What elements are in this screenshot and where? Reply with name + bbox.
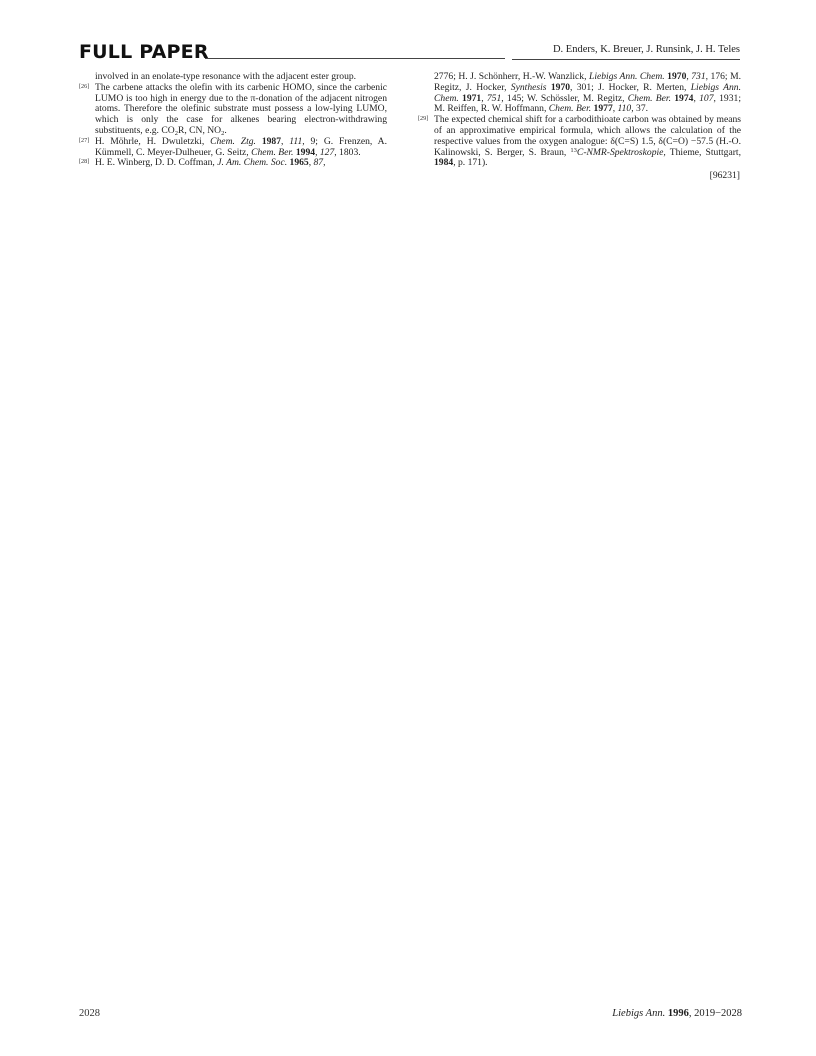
- reference-28: [28] H. E. Winberg, D. D. Coffman, J. Am. Chem. Soc. 1965, 87,: [79, 157, 326, 169]
- authors-underline: [512, 59, 740, 60]
- reference-continuation: 2776; H. J. Schönherr, H.-W. Wanzlick, Liebigs Ann. Chem. 1970, 731, 176; M. Regitz, J. Hocker, Synthesis 1970, 301; J. Hocker, R. Merten, Liebigs Ann. Chem. 1971, 751, 145; W. Schössler, M. Regitz, Chem. Ber. 1974, 107, 1931; M. Reiffen, R. W. Hoffmann, Chem. Ber. 1977, 110, 37.: [434, 71, 741, 115]
- journal-name: Chem. Ber.: [627, 92, 671, 104]
- subscript: 2: [174, 129, 178, 137]
- page-number: 2028: [79, 1008, 100, 1019]
- page-range: , 2019−2028: [688, 1008, 742, 1019]
- header-rule: [205, 58, 505, 59]
- left-column: [79, 72, 387, 169]
- journal-name: Liebigs Ann. Chem.: [588, 71, 665, 82]
- journal-year: 1977: [593, 103, 613, 115]
- reference-text: 2776; H. J. Schönherr, H.-W. Wanzlick,: [434, 71, 589, 82]
- reference-text: The expected chemical shift for a carbodithioate carbon was obtained by means of an approximative empirical formula, which allows the calculation of the respective values from the oxygen analogue: δ(C=S) 1.5, δ(C=O) −57.5 (H.-O. Kalinowski, S. Berger, S. Braun,: [434, 114, 741, 158]
- journal-volume: 731: [691, 71, 706, 82]
- journal-year: 1970: [550, 81, 571, 93]
- journal-year: 1996: [667, 1008, 689, 1019]
- journal-name: Synthesis: [510, 81, 547, 93]
- manuscript-code: [96231]: [709, 170, 740, 182]
- reference-text: , Thieme, Stuttgart,: [663, 146, 741, 158]
- journal-name: Chem. Ztg.: [210, 135, 256, 147]
- reference-text: , 176; M. Regitz, J. Hocker,: [434, 71, 741, 93]
- journal-name: J. Am. Chem. Soc.: [217, 157, 288, 169]
- journal-volume: 111: [289, 135, 303, 147]
- reference-text: , 301; J. Hocker, R. Merten,: [570, 81, 691, 93]
- section-label: FULL PAPER: [79, 41, 209, 63]
- reference-text: ,: [323, 157, 326, 169]
- superscript: 13: [570, 146, 577, 154]
- reference-text: R, CN, NO: [177, 124, 222, 136]
- journal-volume: 107: [699, 92, 714, 104]
- journal-name: Liebigs Ann.: [612, 1008, 666, 1019]
- reference-text: , 1803.: [334, 146, 361, 158]
- journal-volume: 87: [313, 157, 324, 169]
- reference-text: , 1931; M. Reiffen, R. W. Hoffmann,: [434, 92, 741, 115]
- reference-authors: H. Möhrle, H. Dwuletzki,: [95, 135, 211, 147]
- reference-continuation: involved in an enolate-type resonance with the adjacent ester group.: [95, 71, 357, 82]
- journal-year: 1970: [667, 71, 687, 82]
- journal-citation: [612, 1008, 742, 1019]
- reference-number: [26]: [79, 82, 90, 90]
- subscript: 2: [221, 129, 225, 137]
- journal-year: 1965: [289, 157, 309, 169]
- reference-text: .: [224, 124, 227, 136]
- running-head-authors: D. Enders, K. Breuer, J. Runsink, J. H. Teles: [552, 44, 740, 55]
- journal-volume: 127: [319, 146, 335, 158]
- journal-name: Chem. Ber.: [548, 103, 592, 115]
- reference-27: [27] H. Möhrle, H. Dwuletzki, Chem. Ztg. 1987, 111, 9; G. Frenzen, A. Kümmell, C. Meyer-Dulheuer, G. Seitz, Chem. Ber. 1994, 127, 1803.: [79, 135, 387, 158]
- journal-year: 1971: [462, 92, 482, 104]
- reference-text: , p. 171).: [453, 157, 488, 169]
- journal-volume: 110: [617, 103, 632, 115]
- reference-text: , 145; W. Schössler, M. Regitz,: [501, 92, 628, 104]
- journal-year: 1987: [261, 135, 282, 147]
- reference-text: , 9; G. Frenzen, A. Kümmell, C. Meyer-Dulheuer, G. Seitz,: [95, 135, 387, 158]
- reference-29: [418, 115, 741, 169]
- right-column: [418, 72, 741, 182]
- journal-name: Liebigs Ann. Chem.: [434, 81, 741, 104]
- reference-text: , 37.: [631, 103, 649, 115]
- book-title: C-NMR-Spektroskopie: [576, 146, 664, 158]
- reference-number: [29]: [418, 115, 429, 123]
- journal-name: Chem. Ber.: [251, 146, 294, 158]
- reference-text: The carbene attacks the olefin with its carbenic HOMO, since the carbenic LUMO is too high in energy due to the π-donation of the adjacent nitrogen atoms. Therefore the olefinic substrate must possess a low-lying LUMO, which is only the case for alkenes bearing electron-withdrawing substituents, e.g. CO: [95, 81, 387, 136]
- reference-number: [27]: [79, 136, 90, 144]
- publication-year: 1984: [434, 157, 454, 169]
- reference-authors: H. E. Winberg, D. D. Coffman,: [95, 157, 218, 169]
- journal-volume: 751: [486, 92, 502, 104]
- journal-year: 1974: [674, 92, 694, 104]
- reference-number: [28]: [79, 158, 90, 166]
- reference-26: [79, 83, 387, 137]
- journal-year: 1994: [295, 146, 316, 158]
